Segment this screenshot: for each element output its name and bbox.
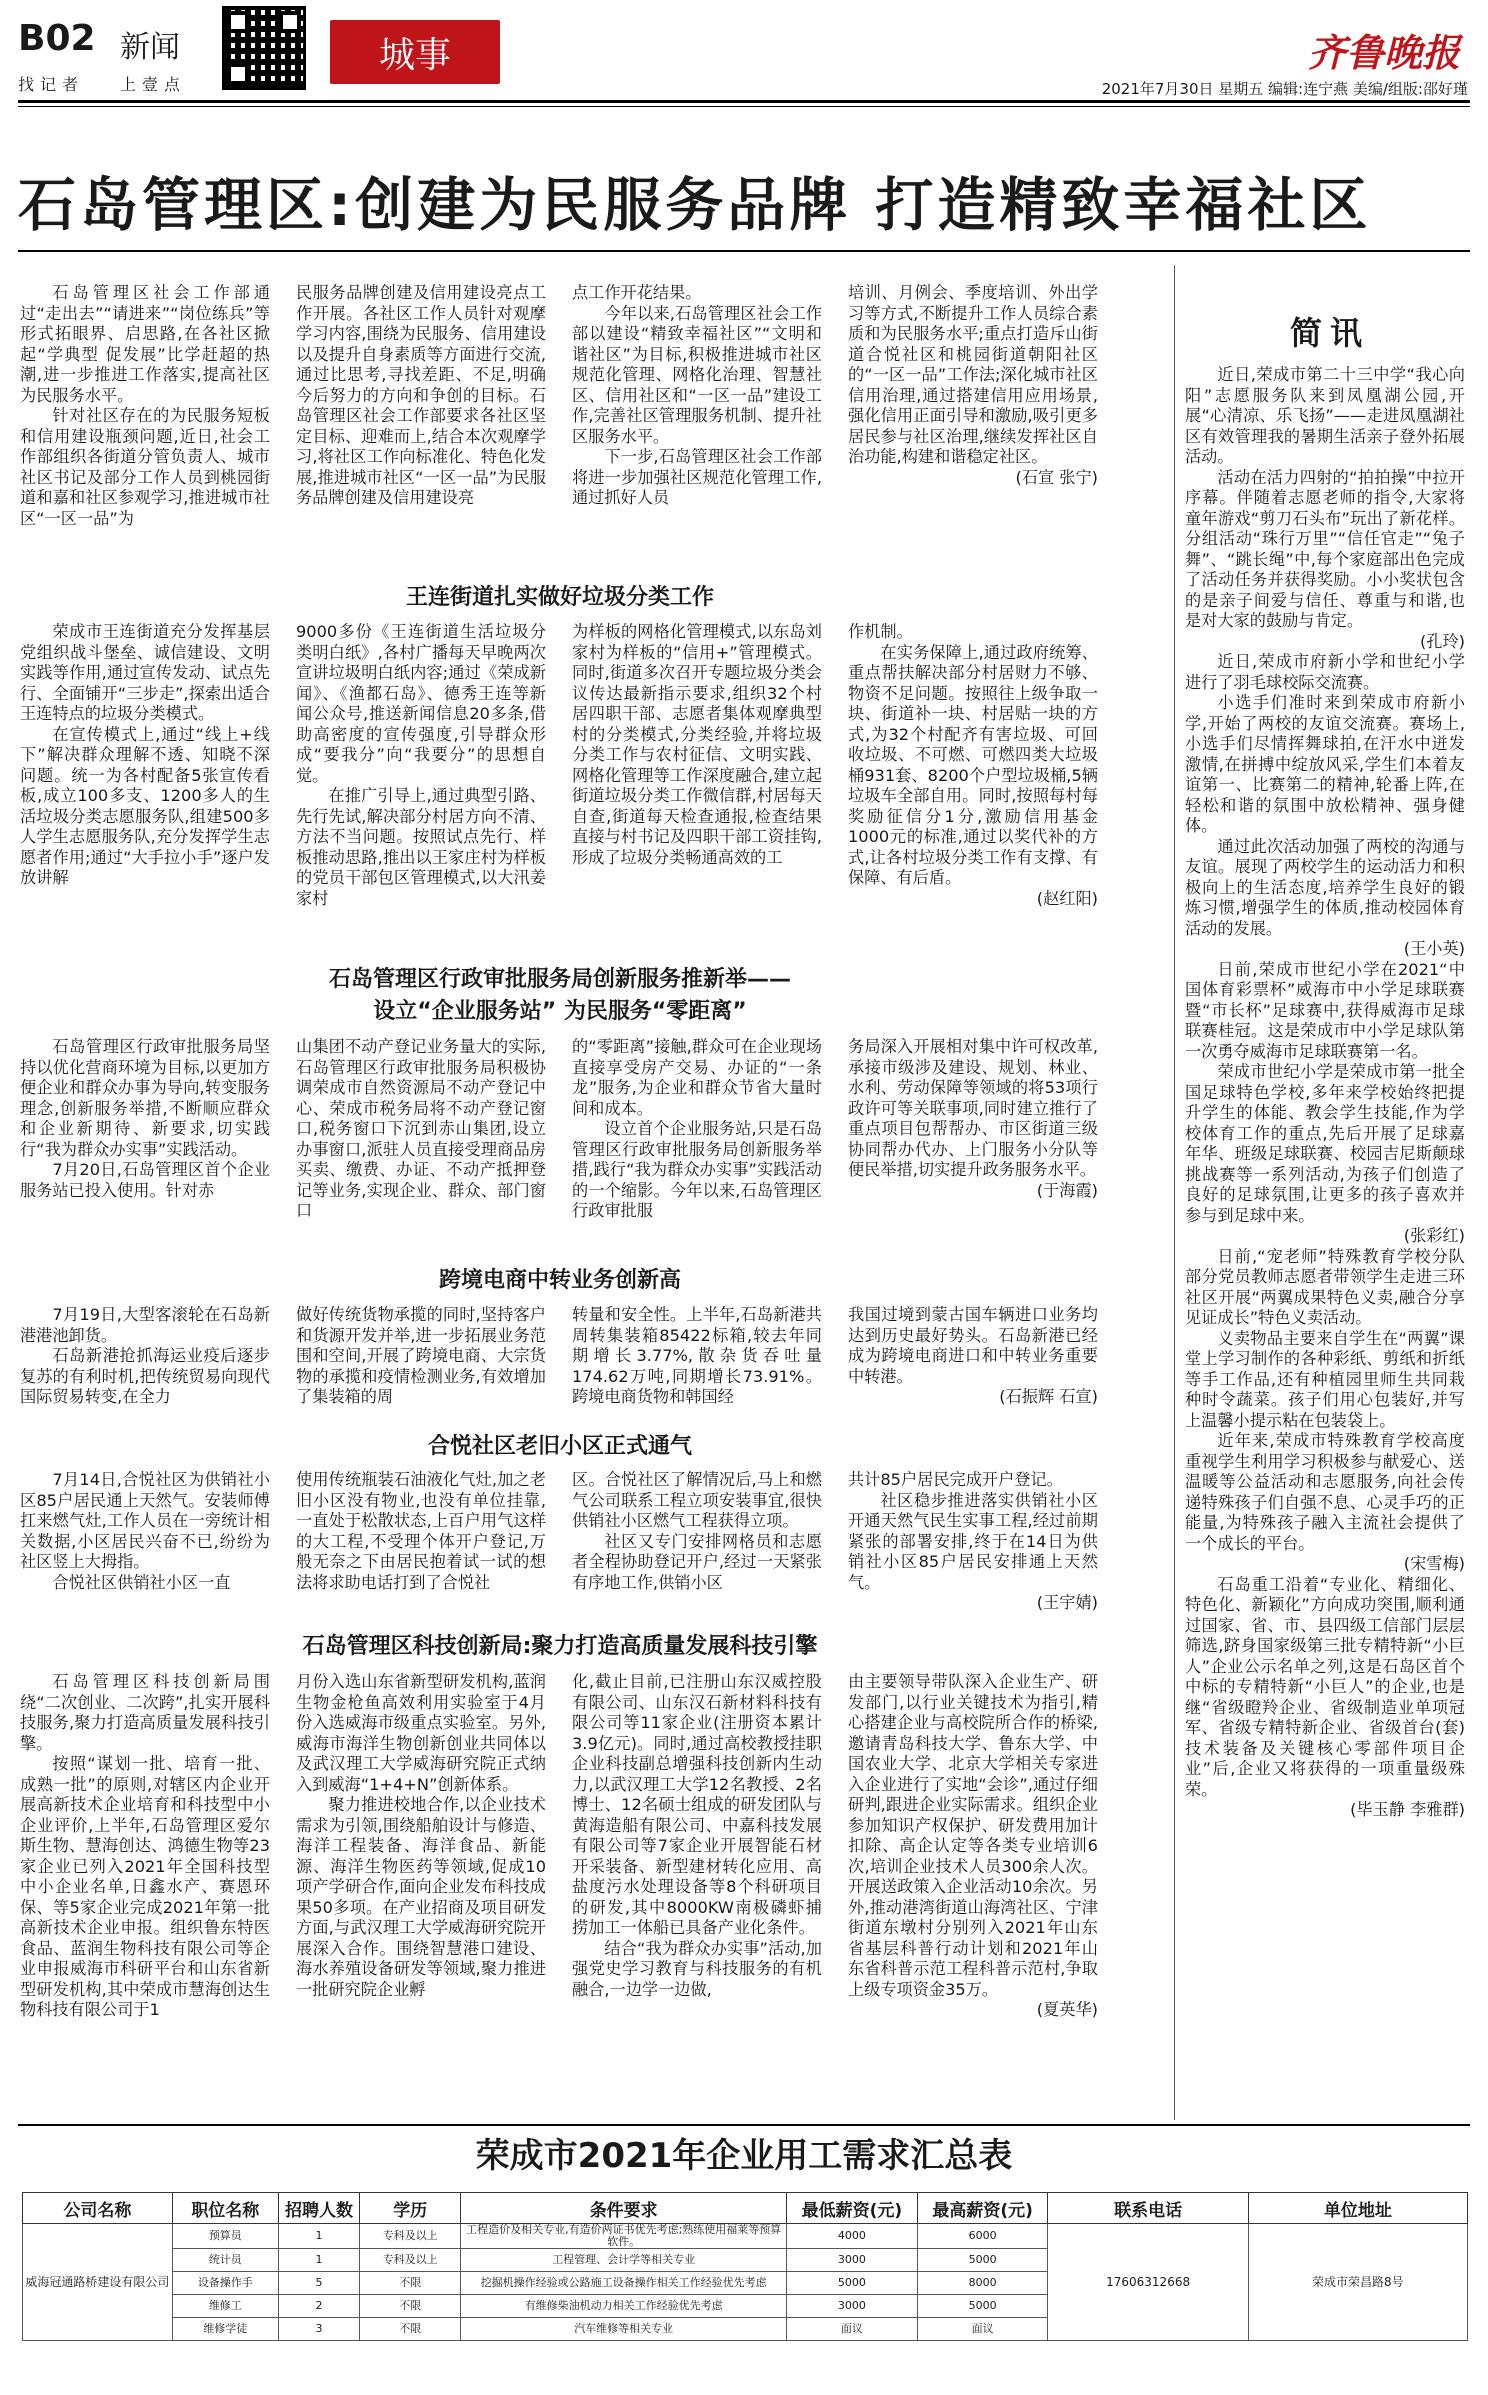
paragraph: 月份入选山东省新型研发机构,蓝润生物金枪鱼高效利用实验室于4月份入选威海市级重点实验室。另外,威海市海洋生物创新创业共同体以及武汉理工大学威海研究院正式纳入到威海“1+4+N”创新体系。 (296, 1672, 546, 1794)
phone-cell: 17606312668 (1048, 2224, 1248, 2341)
column-header: 学历 (360, 2193, 461, 2224)
paragraph: 结合“我为群众办实事”活动,加强党史学习教育与科技服务的有机融合,一边学一边做, (572, 1938, 822, 1999)
brief-item (1185, 1247, 1465, 1575)
cell: 3000 (787, 2295, 918, 2318)
story3-col-2 (296, 1305, 546, 1430)
cell: 挖掘机操作经验或公路施工设备操作相关工作经验优先考虑 (461, 2272, 787, 2295)
masthead (0, 0, 1488, 100)
byline: (石宣 张宁) (1015, 467, 1098, 487)
cell: 不限 (360, 2318, 461, 2341)
headline-rule (18, 250, 1470, 252)
cell: 专科及以上 (360, 2224, 461, 2249)
paragraph: 9000多份《王连街道生活垃圾分类明白纸》,各村广播每天早晚两次宣讲垃圾明白纸内容;通过《荣成新闻》、《渔都石岛》、德秀王连等新闻公众号,推送新闻信息20多条,借助高密度的宣传强度,引导群众形成“要我分”向“我要分”的思想自觉。 (296, 622, 546, 785)
column-header: 最高薪资(元) (917, 2193, 1048, 2224)
story2-col-1 (20, 1037, 270, 1262)
cell: 8000 (917, 2272, 1048, 2295)
section-name: 新闻 (120, 30, 180, 65)
brief-item (1185, 960, 1465, 1247)
cell: 专科及以上 (360, 2249, 461, 2272)
cell: 工程造价及相关专业,有造价两证书优先考虑;熟练使用福莱等预算软件。 (461, 2224, 787, 2249)
paragraph: 为样板的网格化管理模式,以东岛刘家村为样板的“信用+”管理模式。同时,街道多次召开专题垃圾分类会议传达最新指示要求,组织32个村居四职干部、志愿者集体观摩典型村的分类模式,分类经验,并将垃圾分类工作与农村征信、文明实践、网格化管理等工作深度融合,建立起街道垃圾分类工作微信群,村居每天自查,街道每天检查通报,检查结果直接与村书记及四职干部工资挂钩,形成了垃圾分类畅通高效的工 (572, 622, 822, 867)
paragraph: 石岛管理区行政审批服务局坚持以优化营商环境为目标,以更加方便企业和群众办事为导向,转变服务理念,创新服务举措,不断顺应群众和企业新期待、新要求,切实践行“我为群众办实事”实践活动。 (20, 1037, 270, 1159)
section-tag: 城事 (330, 20, 500, 84)
paragraph: 石岛管理区社会工作部通过“走出去”“请进来”“岗位练兵”等形式拓眼界、启思路,在各社区掀起“学典型 促发展”比学赶超的热潮,进一步推进工作落实,提高社区为民服务水平。 (20, 283, 270, 405)
cell: 预算员 (172, 2224, 278, 2249)
table-title: 荣成市2021年企业用工需求汇总表 (475, 2136, 1013, 2176)
employment-table (22, 2192, 1468, 2341)
cell: 3000 (787, 2249, 918, 2272)
paragraph: 做好传统货物承揽的同时,坚持客户和货源开发并举,进一步拓展业务范围和空间,开展了跨境电商、大宗货物的承揽和疫情检测业务,有效增加了集装箱的周 (296, 1305, 546, 1406)
column-header: 职位名称 (172, 2193, 278, 2224)
paragraph: 聚力推进校地合作,以企业技术需求为引领,围绕船舶设计与修造、海洋工程装备、海洋食品、新能源、海洋生物医药等领域,促成10项产学研合作,面向企业发布科技成果50多项。在产业招商及项目研发方面,与武汉理工大学威海研究院开展深入合作。围绕智慧港口建设、海水养殖设备研发等领域,聚力推进一批研究院企业孵 (296, 1795, 546, 1999)
qr-code-icon (222, 6, 306, 90)
cell: 设备操作手 (172, 2272, 278, 2295)
paragraph: 化,截止目前,已注册山东汉威控股有限公司、山东汉石新材料科技有限公司等11家企业(注册资本累计3.9亿元)。同时,通过高校教授挂职企业科技副总增强科技创新内生动力,以武汉理工大学12名教授、2名博士、12名硕士组成的研发团队与黄海造船有限公司、中嘉科技发展有限公司等7家企业开展智能石材开采装备、新型建材转化应用、高盐度污水处理设备等8个科研项目的研发,其中8000KW南极磷虾捕捞加工一体船已具备产业化条件。 (572, 1672, 822, 1937)
cell: 2 (278, 2295, 360, 2318)
table-row (23, 2224, 1468, 2249)
paragraph: 荣成市世纪小学是荣成市第一批全国足球特色学校,多年来学校始终把提升学生的体能、教会学生技能,作为学校体育工作的重点,先后开展了足球嘉年华、班级足球联赛、校园吉尼斯颠球挑战赛等一系列活动,为孩子们创造了良好的足球氛围,让更多的孩子喜欢并参与到足球中来。 (1185, 1062, 1465, 1225)
cell: 4000 (787, 2224, 918, 2249)
paragraph: 今年以来,石岛管理区社会工作部以建设“精致幸福社区”“文明和谐社区”为目标,积极推进城市社区规范化管理、网格化治理、智慧社区、信用社区和“一区一品”建设工作,完善社区管理服务机制、提升社区服务水平。 (572, 303, 822, 446)
story5-col-4 (848, 1672, 1098, 2122)
lead-col-1 (20, 283, 270, 573)
story1-col-1 (20, 622, 270, 957)
cell: 维修学徒 (172, 2318, 278, 2341)
cell: 5000 (917, 2249, 1048, 2272)
paragraph: 日前,“宠老师”特殊教育学校分队部分党员教师志愿者带领学生走进三环社区开展“两翼成果特色义卖,融合分享见证成长”特色义卖活动。 (1185, 1246, 1465, 1327)
column-header: 公司名称 (23, 2193, 173, 2224)
paragraph: 下一步,石岛管理区社会工作部将进一步加强社区规范化管理工作,通过抓好人员 (572, 447, 822, 507)
table-header-row (23, 2193, 1468, 2224)
paragraph: 7月19日,大型客滚轮在石岛新港港池卸货。 (20, 1305, 270, 1345)
masthead-rule (18, 100, 1470, 103)
cell: 1 (278, 2249, 360, 2272)
paragraph: 近日,荣成市府新小学和世纪小学进行了羽毛球校际交流赛。 (1185, 652, 1465, 692)
paragraph: 小选手们准时来到荣成市府新小学,开始了两校的友谊交流赛。赛场上,小选手们尽情挥舞球拍,在汗水中迸发激情,在拼搏中绽放风采,学生们本着友谊第一、比赛第二的精神,轮番上阵,在轻松和谐的氛围中放松精神、强身健体。 (1185, 693, 1465, 835)
column-header: 单位地址 (1248, 2193, 1467, 2224)
cell: 工程管理、会计学等相关专业 (461, 2249, 787, 2272)
story2-col-4 (848, 1037, 1098, 1262)
paragraph: 由主要领导带队深入企业生产、研发部门,以行业关键技术为指引,精心搭建企业与高校院所合作的桥梁,邀请青岛科技大学、鲁东大学、中国农业大学、北京大学相关专家进入企业进行了实地“会诊”,通过仔细研判,跟进企业实际需求。组织企业参加知识产权保护、研发费用加计扣除、高企认定等各类专业培训6次,培训企业技术人员300余人次。开展送政策入企业活动10余次。另外,推动港湾街道山海湾社区、宁津街道东墩村分别列入2021年山东省基层科普行动计划和2021年山东省科普示范工程科普示范村,争取上级专项资金35万。 (848, 1672, 1098, 1999)
paragraph: 石岛管理区科技创新局围绕“二次创业、二次跨”,扎实开展科技服务,聚力打造高质量发展科技引擎。 (20, 1672, 270, 1753)
paragraph: 针对社区存在的为民服务短板和信用建设瓶颈问题,近日,社会工作部组织各街道分管负责人、城市社区书记及部分工作人员到桃园街道和嘉和社区参观学习,推进城市社区“一区一品”为 (20, 406, 270, 528)
story-title: 王连街道扎实做好垃圾分类工作 (405, 585, 714, 610)
paragraph: 设立首个企业服务站,只是石岛管理区行政审批服务局创新服务举措,践行“我为群众办实事”实践活动的一个缩影。今年以来,石岛管理区行政审批服 (572, 1119, 822, 1220)
story5-col-3 (572, 1672, 822, 2122)
paragraph: 日前,荣成市世纪小学在2021“中国体育彩票杯”威海市中小学足球联赛暨“市长杯”足球赛中,获得威海市足球联赛桂冠。这是荣成市中小学足球队第一次勇夺威海市足球联赛第一名。 (1185, 959, 1465, 1061)
column-divider (1174, 265, 1175, 2120)
address-cell: 荣成市荣昌路8号 (1248, 2224, 1467, 2341)
story-subtitle: 设立“企业服务站” 为民服务“零距离” (373, 999, 747, 1024)
lead-col-4 (848, 283, 1098, 573)
briefs-title: 简讯 (1289, 314, 1370, 352)
paragraph: 社区稳步推进落实供销社小区开通天然气民生实事工程,经过前期紧张的部署安排,终于在14日为供销社小区85户居民安排通上天然气。 (848, 1490, 1098, 1592)
company-cell: 威海冠通路桥建设有限公司 (23, 2224, 173, 2341)
paragraph: 在推广引导上,通过典型引路、先行先试,解决部分村居方向不清、方法不当问题。按照试点先行、样板推动思路,推出以王家庄村为样板的党员干部包区管理模式,以大汛姜家村 (296, 786, 546, 908)
cell: 5000 (917, 2295, 1048, 2318)
story2-col-2 (296, 1037, 546, 1262)
byline: (毕玉静 李雅群) (1350, 1800, 1465, 1819)
paragraph: 区。合悦社区了解情况后,马上和燃气公司联系工程立项安装事宜,很快供销社小区燃气工程获得立项。 (572, 1470, 822, 1530)
paragraph: 点工作开花结果。 (572, 283, 702, 302)
paragraph: 转量和安全性。上半年,石岛新港共周转集装箱85422标箱,较去年同期增长3.77%,散杂货吞吐量174.62万吨,同期增长73.91%。跨境电商货物和韩国经 (572, 1305, 822, 1406)
story3-col-3 (572, 1305, 822, 1430)
main-headline: 石岛管理区:创建为民服务品牌 打造精致幸福社区 (18, 171, 1372, 239)
tagline-left: 找记者 (18, 75, 85, 94)
paragraph: 作机制。 (848, 622, 913, 641)
newspaper-logo: 齐鲁晚报 (1307, 30, 1460, 75)
byline: (王宇婧) (1036, 1593, 1098, 1612)
story4-col-2 (296, 1470, 546, 1630)
table-rule (18, 2124, 1470, 2126)
lead-col-3 (572, 283, 822, 573)
story-title: 石岛管理区科技创新局:聚力打造高质量发展科技引擎 (302, 1634, 818, 1659)
column-header: 联系电话 (1048, 2193, 1248, 2224)
paragraph: 使用传统瓶装石油液化气灶,加之老旧小区没有物业,也没有单位挂靠,一直处于松散状态,上百户用气这样的大工程,不受理个体开户登记,万般无奈之下由居民抱着试一试的想法将求助电话打到了合悦社 (296, 1470, 546, 1592)
paragraph: 的“零距离”接触,群众可在企业现场直接享受房产交易、办证的“一条龙”服务,为企业和群众节省大量时间和成本。 (572, 1037, 822, 1118)
paragraph: 共计85户居民完成开户登记。 (848, 1470, 1063, 1489)
story5-col-1 (20, 1672, 270, 2122)
byline: (张彩红) (1403, 1226, 1465, 1245)
cell: 面议 (917, 2318, 1048, 2341)
briefs-column (1185, 365, 1465, 2120)
masthead-rule-thin (18, 106, 1470, 107)
paragraph: 7月20日,石岛管理区首个企业服务站已投入使用。针对赤 (20, 1160, 270, 1200)
byline: (孔玲) (1419, 631, 1465, 651)
cell: 5 (278, 2272, 360, 2295)
story1-col-2 (296, 622, 546, 957)
story2-col-3 (572, 1037, 822, 1262)
byline: (夏英华) (1036, 2000, 1098, 2019)
paragraph: 我国过境到蒙古国车辆进口业务均达到历史最好势头。石岛新港已经成为跨境电商进口和中转业务重要中转港。 (848, 1305, 1098, 1386)
story4-col-4 (848, 1470, 1098, 1630)
byline: (石振辉 石宣) (999, 1387, 1098, 1406)
paragraph: 民服务品牌创建及信用建设亮点工作开展。各社区工作人员针对观摩学习内容,围绕为民服务、信用建设以及提升自身素质等方面进行交流,通过比思考,寻找差距、不足,明确今后努力的方向和争创的目标。石岛管理区社会工作部要求各社区坚定目标、迎难而上,结合本次观摩学习,将社区工作向标准化、特色化发展,推进城市社区“一区一品”为民服务品牌创建及信用建设亮 (296, 283, 546, 507)
story4-col-1 (20, 1470, 270, 1630)
cell: 统计员 (172, 2249, 278, 2272)
column-header: 条件要求 (461, 2193, 787, 2224)
cell: 汽车维修等相关专业 (461, 2318, 787, 2341)
cell: 有维修柴油机动力相关工作经验优先考虑 (461, 2295, 787, 2318)
story1-col-4 (848, 622, 1098, 957)
paragraph: 7月14日,合悦社区为供销社小区85户居民通上天然气。安装师傅扛来燃气灶,工作人员在一旁统计相关数据,小区居民兴奋不已,纷纷为社区竖上大拇指。 (20, 1470, 270, 1571)
paragraph: 在实务保障上,通过政府统筹、重点帮扶解决部分村居财力不够、物资不足问题。按照往上级争取一块、街道补一块、村居贴一块的方式,为32个村配齐有害垃圾、可回收垃圾、不可燃、可燃四类大垃圾桶931套、8200个户型垃圾桶,5辆垃圾车全部自用。同时,按照每村每奖励征信分1分,激励信用基金1000元的标准,通过以奖代补的方式,让各村垃圾分类工作有支撑、有保障、有后盾。 (848, 642, 1098, 887)
story-title: 石岛管理区行政审批服务局创新服务推新举—— (328, 967, 791, 992)
story4-col-3 (572, 1470, 822, 1630)
cell: 不限 (360, 2272, 461, 2295)
cell: 6000 (917, 2224, 1048, 2249)
paragraph: 荣成市王连街道充分发挥基层党组织战斗堡垒、诚信建设、文明实践等作用,通过宣传发动、试点先行、全面铺开“三步走”,探索出适合王连特点的垃圾分类模式。 (20, 622, 270, 723)
story5-col-2 (296, 1672, 546, 2122)
story1-col-3 (572, 622, 822, 957)
brief-item (1185, 652, 1465, 960)
paragraph: 义卖物品主要来自学生在“两翼”课堂上学习制作的各种彩纸、剪纸和折纸等手工作品,还有种植园里师生共同栽种时令蔬菜。孩子们用心包装好,并写上温馨小提示粘在包装袋上。 (1185, 1328, 1465, 1430)
story-title: 合悦社区老旧小区正式通气 (427, 1434, 692, 1459)
byline: (于海霞) (1036, 1180, 1098, 1200)
paragraph: 山集团不动产登记业务量大的实际,石岛管理区行政审批服务局积极协调荣成市自然资源局不动产登记中心、荣成市税务局将不动产登记窗口,税务窗口下沉到赤山集团,设立办事窗口,派驻人员直接受理商品房买卖、缴费、办证、不动产抵押登记等业务,实现企业、群众、部门窗口 (296, 1037, 546, 1220)
paragraph: 按照“谋划一批、培育一批、成熟一批”的原则,对辖区内企业开展高新技术企业培育和科技型中小企业评价,上半年,石岛管理区爱尔斯生物、慧海创达、鸿德生物等23家企业已列入2021年全国科技型中小企业名单,日鑫水产、赛恩环保、等5家企业完成2021年第一批高新技术企业申报。组织鲁东特医食品、蓝润生物科技有限公司等企业申报威海市科研平台和山东省新型研发机构,其中荣成市慧海创达生物科技有限公司于1 (20, 1754, 270, 2019)
paragraph: 在宣传模式上,通过“线上+线下”解决群众理解不透、知晓不深问题。统一为各村配备5张宣传看板,成立100多支、1200多人的生活垃圾分类志愿服务队,组建500多人学生志愿服务队,充分发挥学生志愿者作用;通过“大手拉小手”逐户发放讲解 (20, 724, 270, 887)
paragraph: 近日,荣成市第二十三中学“我心向阳”志愿服务队来到凤凰湖公园,开展“心清凉、乐飞扬”——走进凤凰湖社区有效管理我的暑期生活亲子登外拓展活动。 (1185, 365, 1465, 466)
page-number: B02 (18, 18, 96, 59)
story3-col-4 (848, 1305, 1098, 1430)
cell: 维修工 (172, 2295, 278, 2318)
cell: 5000 (787, 2272, 918, 2295)
byline: (赵红阳) (1036, 888, 1098, 908)
story3-col-1 (20, 1305, 270, 1430)
paragraph: 活动在活力四射的“拍拍操”中拉开序幕。伴随着志愿老师的指令,大家将童年游戏“剪刀石头布”玩出了新花样。分组活动“珠行万里”“信任官走”“兔子舞”、“跳长绳”中,每个家庭部出色完成了活动任务并获得奖励。小小奖状包含的是亲子间爱与信任、尊重与和谐,也是对大家的鼓励与肯定。 (1185, 467, 1465, 630)
brief-item (1185, 1575, 1465, 1821)
paragraph: 石岛重工沿着“专业化、精细化、特色化、新颖化”方向成功突围,顺利通过国家、省、市、县四级工信部门层层筛选,跻身国家级第三批专精特新“小巨人”企业公示名单之列,这是石岛区首个中标的专精特新“小巨人”的企业,也是继“省级瞪羚企业、省级制造业单项冠军、省级专精特新企业、省级首台(套)技术装备及关键核心零部件项目企业”后,企业又将获得的一项重量级殊荣。 (1185, 1574, 1465, 1799)
cell: 3 (278, 2318, 360, 2341)
paragraph: 近年来,荣成市特殊教育学校高度重视学生利用学习积极参与献爱心、送温暖等公益活动和志愿服务,向社会传递特殊孩子们自强不息、心灵手巧的正能量,为特殊孩子融入主流社会提供了一个成长的平台。 (1185, 1431, 1465, 1553)
tagline-right: 上壹点 (120, 75, 187, 94)
paragraph: 社区又专门安排网格员和志愿者全程协助登记开户,经过一天紧张有序地工作,供销小区 (572, 1531, 822, 1592)
column-header: 招聘人数 (278, 2193, 360, 2224)
story-title: 跨境电商中转业务创新高 (438, 1268, 681, 1293)
paragraph: 通过此次活动加强了两校的沟通与友谊。展现了两校学生的运动活力和积极向上的生活态度,培养学生良好的锻炼习惯,增强学生的体质,推动校园体育活动的发展。 (1185, 836, 1465, 938)
byline: (宋雪梅) (1403, 1554, 1465, 1573)
cell: 面议 (787, 2318, 918, 2341)
brief-item (1185, 365, 1465, 652)
lead-col-2 (296, 283, 546, 573)
paragraph: 务局深入开展相对集中许可权改革,承接市级涉及建设、规划、林业、水利、劳动保障等领域的将53项行政许可等关联事项,同时建立推行了重点项目包帮帮办、市区街道三级协同帮办代办、上门服务小分队等便民举措,切实提升政务服务水平。 (848, 1037, 1098, 1179)
cell: 1 (278, 2224, 360, 2249)
cell: 不限 (360, 2295, 461, 2318)
paragraph: 石岛新港抢抓海运业疫后逐步复苏的有利时机,把传统贸易向现代国际贸易转变,在全力 (20, 1346, 270, 1406)
column-header: 最低薪资(元) (787, 2193, 918, 2224)
date-line: 2021年7月30日 星期五 编辑:连宁燕 美编/组版:邵好瑾 (1101, 80, 1468, 98)
paragraph: 合悦社区供销社小区一直 (52, 1572, 231, 1592)
byline: (王小英) (1403, 939, 1465, 958)
paragraph: 培训、月例会、季度培训、外出学习等方式,不断提升工作人员综合素质和为民服务水平;重点打造斥山街道合悦社区和桃园街道朝阳社区的“一区一品”工作法;深化城市社区信用治理,通过搭建信用应用场景,强化信用正面引导和激励,吸引更多居民参与社区治理,继续发挥社区自治功能,构建和谐稳定社区。 (848, 283, 1098, 466)
